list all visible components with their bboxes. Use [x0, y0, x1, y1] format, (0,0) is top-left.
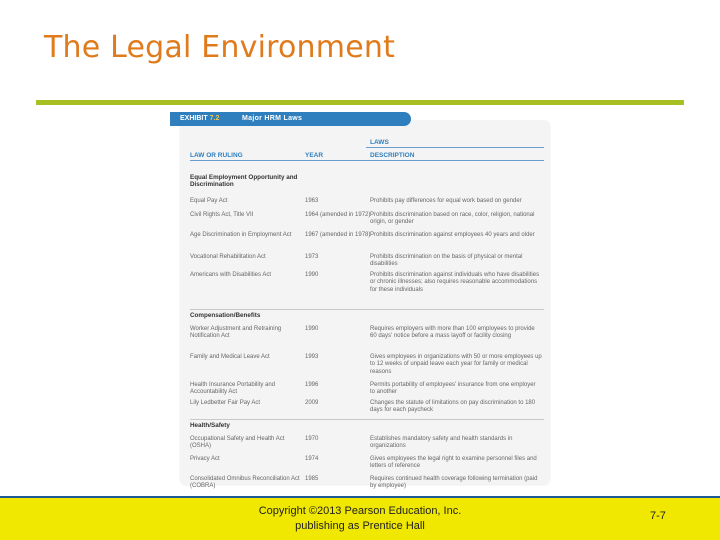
table-row [190, 476, 544, 496]
table-row [190, 382, 544, 402]
column-header-law: LAW OR RULING [190, 152, 243, 159]
title-divider [36, 100, 684, 105]
laws-super-header [366, 138, 544, 148]
year-cell: 1967 (amended in 1978) [305, 232, 371, 238]
table-row [190, 436, 544, 456]
description-cell: Prohibits discrimination based on race, color, religion, national origin, or gender [370, 212, 535, 226]
year-cell: 1990 [305, 272, 319, 278]
year-cell: 1963 [305, 198, 319, 204]
column-header-year: YEAR [305, 152, 324, 159]
table-row [190, 212, 544, 232]
law-cell: Age Discrimination in Employment Act [190, 232, 292, 238]
law-cell: Consolidated Omnibus Reconciliation Act (COBRA) [190, 476, 300, 490]
description-cell: Requires continued health coverage following termination (paid by employee) [370, 476, 538, 490]
table-row [190, 354, 544, 374]
exhibit-figure [170, 112, 552, 490]
year-cell: 1973 [305, 254, 319, 260]
page-number: 7-7 [650, 510, 666, 522]
description-cell: Prohibits discrimination against individuals who have disabilities or chronic illnesses; also requires reasonable accommodations for these individuals [370, 272, 540, 293]
column-header-description: DESCRIPTION [370, 152, 415, 159]
section-title: Compensation/Benefits [190, 312, 261, 319]
description-cell: Changes the statute of limitations on pay discrimination to 180 days for each paycheck [370, 400, 536, 414]
description-cell: Permits portability of employees' insurance from one employer to another [370, 382, 536, 396]
table-row [190, 400, 544, 420]
section-title: Health/Safety [190, 422, 230, 429]
table-row [190, 456, 544, 476]
section-divider [190, 309, 544, 310]
description-cell: Gives employees in organizations with 50 or more employees up to 12 weeks of unpaid leave each year for family or medical reasons [370, 354, 542, 375]
law-cell: Equal Pay Act [190, 198, 228, 204]
year-cell: 1993 [305, 354, 319, 360]
law-cell: Privacy Act [190, 456, 220, 462]
footer-bar [0, 496, 720, 540]
description-cell: Prohibits pay differences for equal work based on gender [370, 198, 522, 204]
section-title: Equal Employment Opportunity and Discrimination [190, 174, 298, 189]
year-cell: 1985 [305, 476, 319, 482]
laws-header-label: LAWS [370, 139, 389, 146]
description-cell: Establishes mandatory safety and health standards in organizations [370, 436, 513, 450]
table-row [190, 254, 544, 274]
law-cell: Americans with Disabilities Act [190, 272, 272, 278]
exhibit-number: 7.2 [209, 115, 220, 122]
law-cell: Lily Ledbetter Fair Pay Act [190, 400, 261, 406]
year-cell: 1996 [305, 382, 319, 388]
copyright-notice [220, 504, 500, 534]
law-cell: Occupational Safety and Health Act (OSHA) [190, 436, 285, 450]
year-cell: 1964 (amended in 1972) [305, 212, 371, 218]
exhibit-card [180, 120, 550, 490]
description-cell: Gives employees the legal right to examine personnel files and letters of reference [370, 456, 537, 470]
exhibit-header-tab [170, 112, 411, 126]
table-row [190, 232, 544, 252]
copyright-line-2: publishing as Prentice Hall [295, 520, 425, 532]
year-cell: 2009 [305, 400, 319, 406]
exhibit-caption: Major HRM Laws [242, 115, 303, 122]
law-cell: Civil Rights Act, Title VII [190, 212, 254, 218]
description-cell: Requires employers with more than 100 employees to provide 60 days' notice before a mass layoff or facility closing [370, 326, 535, 340]
year-cell: 1970 [305, 436, 319, 442]
law-cell: Health Insurance Portability and Accountability Act [190, 382, 276, 396]
header-divider [190, 160, 544, 161]
table-row [190, 272, 544, 292]
slide-title: The Legal Environment [44, 30, 396, 65]
year-cell: 1974 [305, 456, 319, 462]
section-divider [190, 419, 544, 420]
copyright-line-1: Copyright ©2013 Pearson Education, Inc. [258, 505, 462, 517]
description-cell: Prohibits discrimination against employees 40 years and older [370, 232, 535, 238]
exhibit-label: EXHIBIT [180, 115, 208, 122]
description-cell: Prohibits discrimination on the basis of physical or mental disabilities [370, 254, 523, 268]
law-cell: Worker Adjustment and Retraining Notification Act [190, 326, 282, 340]
year-cell: 1990 [305, 326, 319, 332]
law-cell: Family and Medical Leave Act [190, 354, 270, 360]
table-row [190, 326, 544, 346]
law-cell: Vocational Rehabilitation Act [190, 254, 266, 260]
